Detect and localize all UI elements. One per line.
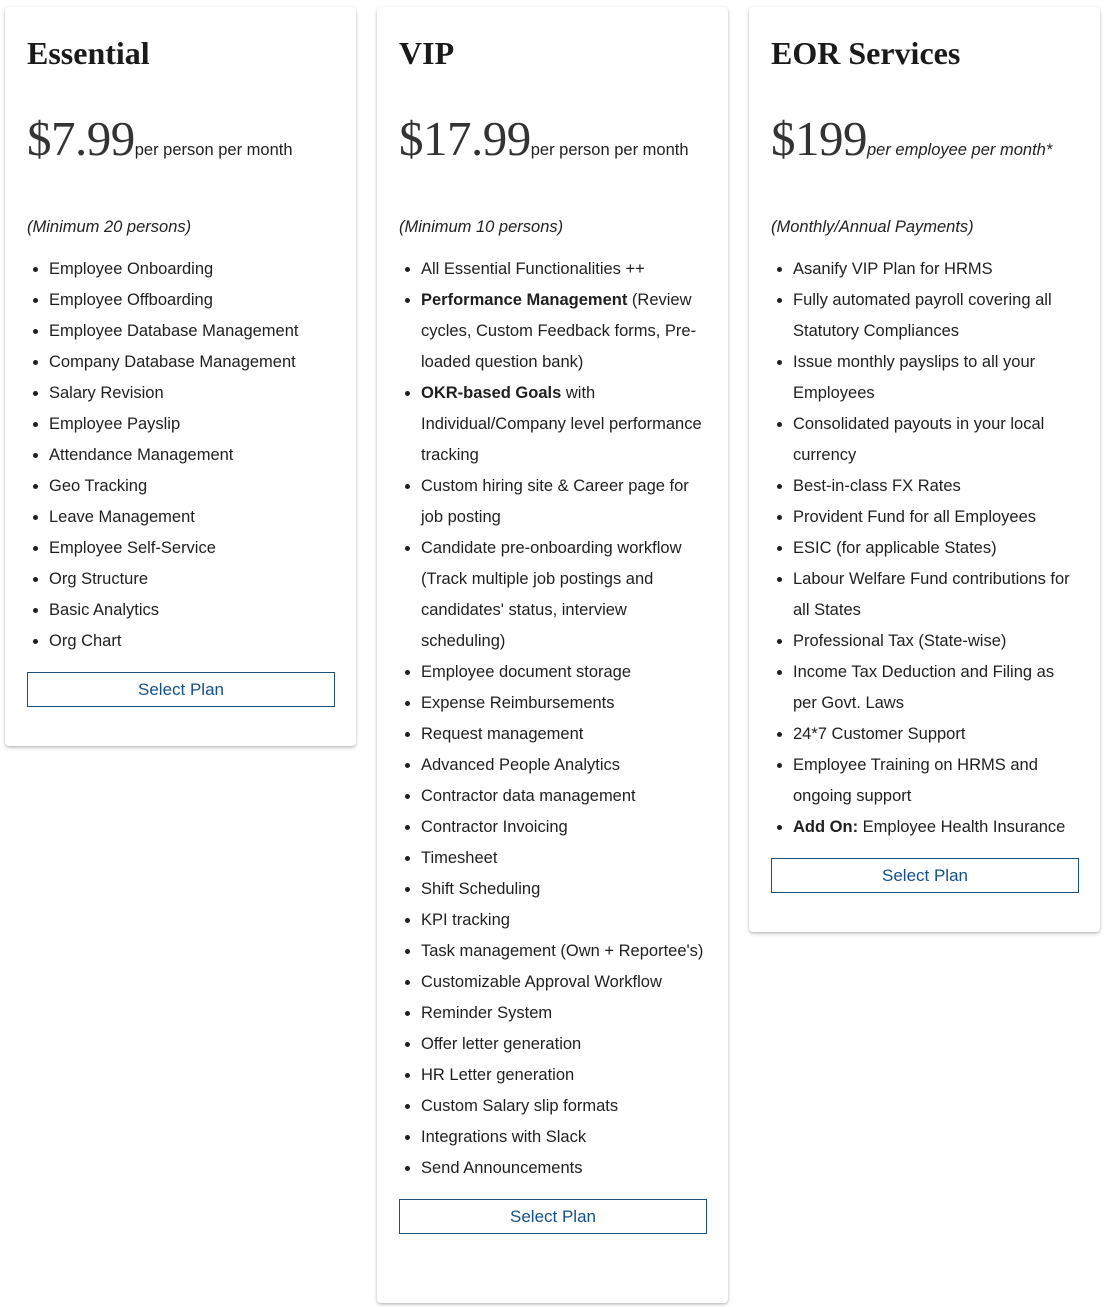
plan-name: EOR Services	[771, 35, 961, 71]
feature-item	[399, 812, 706, 843]
feature-text: Fully automated payroll covering all Statutory Compliances	[793, 291, 1052, 340]
feature-list	[399, 254, 706, 1184]
feature-item	[771, 533, 1078, 564]
plan-card-essential	[5, 7, 356, 746]
feature-text: Offer letter generation	[421, 1035, 582, 1053]
feature-item	[27, 564, 334, 595]
select-plan-button-essential[interactable]: Select Plan	[27, 672, 335, 707]
feature-text: Asanify VIP Plan for HRMS	[793, 260, 993, 278]
select-plan-button-eor-services[interactable]: Select Plan	[771, 858, 1079, 893]
price-row	[399, 113, 706, 165]
feature-list	[27, 254, 334, 657]
feature-text: Org Chart	[49, 632, 122, 650]
feature-item	[399, 781, 706, 812]
feature-text: Labour Welfare Fund contributions for all States	[793, 570, 1070, 619]
feature-text: Geo Tracking	[49, 477, 148, 495]
feature-text: Company Database Management	[49, 353, 296, 371]
feature-text: ESIC (for applicable States)	[793, 539, 997, 557]
feature-text: Request management	[421, 725, 584, 743]
feature-text: Task management (Own + Reportee's)	[421, 942, 704, 960]
feature-item	[27, 595, 334, 626]
feature-text: Employee document storage	[421, 663, 632, 681]
feature-text: Best-in-class FX Rates	[793, 477, 961, 495]
plan-card-vip	[377, 7, 728, 1303]
feature-highlight: Performance Management	[421, 291, 628, 309]
feature-text: Income Tax Deduction and Filing as per Govt. Laws	[793, 663, 1055, 712]
plan-card-eor-services	[749, 7, 1100, 932]
feature-item	[399, 1091, 706, 1122]
feature-item	[399, 843, 706, 874]
price-row	[771, 113, 1078, 165]
feature-item	[771, 750, 1078, 812]
feature-text: Candidate pre-onboarding workflow (Track multiple job postings and candidates' status, interview scheduling)	[421, 539, 682, 650]
feature-text: Issue monthly payslips to all your Employees	[793, 353, 1036, 402]
feature-text: Professional Tax (State-wise)	[793, 632, 1007, 650]
price-row	[27, 113, 334, 165]
feature-highlight: OKR-based Goals	[421, 384, 562, 402]
feature-item	[771, 626, 1078, 657]
feature-text: KPI tracking	[421, 911, 510, 929]
feature-text: Employee Onboarding	[49, 260, 214, 278]
feature-item	[399, 998, 706, 1029]
feature-text: Employee Payslip	[49, 415, 181, 433]
feature-item	[27, 626, 334, 657]
feature-text: Employee Health Insurance	[858, 818, 1066, 836]
feature-text: Timesheet	[421, 849, 498, 867]
plan-name: VIP	[399, 35, 455, 71]
feature-item	[27, 440, 334, 471]
feature-text: Attendance Management	[49, 446, 234, 464]
feature-item	[771, 719, 1078, 750]
feature-item	[399, 471, 706, 533]
feature-text: (Review cycles, Custom Feedback forms, Pre-loaded question bank)	[421, 291, 697, 371]
feature-item	[399, 1122, 706, 1153]
feature-item	[27, 502, 334, 533]
feature-text: Reminder System	[421, 1004, 553, 1022]
feature-item	[27, 285, 334, 316]
feature-text: Shift Scheduling	[421, 880, 541, 898]
feature-text: Advanced People Analytics	[421, 756, 621, 774]
feature-text: Custom Salary slip formats	[421, 1097, 619, 1115]
feature-text: All Essential Functionalities ++	[421, 260, 645, 278]
plan-payment-terms: (Monthly/Annual Payments)	[771, 218, 974, 236]
feature-text: Custom hiring site & Career page for job posting	[421, 477, 689, 526]
feature-item	[27, 471, 334, 502]
feature-text: Salary Revision	[49, 384, 164, 402]
feature-item	[771, 409, 1078, 471]
feature-text: with Individual/Company level performance tracking	[421, 384, 702, 464]
feature-item	[399, 905, 706, 936]
feature-item	[771, 254, 1078, 285]
feature-item	[27, 316, 334, 347]
feature-item	[27, 347, 334, 378]
select-plan-button-vip[interactable]: Select Plan	[399, 1199, 707, 1234]
price-unit: per employee per month*	[867, 141, 1053, 159]
feature-text: Employee Self-Service	[49, 539, 216, 557]
feature-text: Send Announcements	[421, 1159, 583, 1177]
feature-text: Provident Fund for all Employees	[793, 508, 1037, 526]
feature-item	[27, 378, 334, 409]
plan-minimum: (Minimum 10 persons)	[399, 218, 564, 236]
plan-price: $199	[771, 111, 867, 166]
feature-item	[399, 874, 706, 905]
feature-item	[27, 254, 334, 285]
plan-name: Essential	[27, 35, 150, 71]
feature-text: Contractor Invoicing	[421, 818, 568, 836]
feature-item	[399, 1029, 706, 1060]
feature-item	[399, 533, 706, 657]
feature-item	[771, 285, 1078, 347]
feature-item	[399, 936, 706, 967]
feature-item	[399, 657, 706, 688]
feature-text: Customizable Approval Workflow	[421, 973, 662, 991]
feature-item	[771, 564, 1078, 626]
feature-list	[771, 254, 1078, 843]
feature-text: Contractor data management	[421, 787, 636, 805]
feature-item	[771, 347, 1078, 409]
feature-item	[771, 471, 1078, 502]
feature-text: Consolidated payouts in your local currency	[793, 415, 1045, 464]
feature-item	[399, 967, 706, 998]
feature-item	[771, 657, 1078, 719]
feature-text: Org Structure	[49, 570, 149, 588]
price-unit: per person per month	[134, 141, 293, 159]
feature-item	[27, 533, 334, 564]
feature-item	[399, 1153, 706, 1184]
feature-text: Employee Offboarding	[49, 291, 213, 309]
feature-text: 24*7 Customer Support	[793, 725, 966, 743]
feature-text: Employee Training on HRMS and ongoing support	[793, 756, 1038, 805]
plan-price: $7.99	[27, 111, 135, 166]
feature-text: Basic Analytics	[49, 601, 160, 619]
feature-item	[771, 502, 1078, 533]
feature-text: Expense Reimbursements	[421, 694, 615, 712]
feature-item	[27, 409, 334, 440]
feature-item	[399, 1060, 706, 1091]
feature-highlight: Add On:	[793, 818, 859, 836]
feature-item	[399, 719, 706, 750]
feature-item	[771, 812, 1078, 843]
plan-minimum: (Minimum 20 persons)	[27, 218, 192, 236]
feature-text: Integrations with Slack	[421, 1128, 587, 1146]
feature-text: Leave Management	[49, 508, 195, 526]
feature-item	[399, 378, 706, 471]
feature-item	[399, 688, 706, 719]
plan-price: $17.99	[399, 111, 531, 166]
feature-text: HR Letter generation	[421, 1066, 575, 1084]
feature-item	[399, 254, 706, 285]
price-unit: per person per month	[530, 141, 689, 159]
feature-text: Employee Database Management	[49, 322, 299, 340]
feature-item	[399, 285, 706, 378]
feature-item	[399, 750, 706, 781]
